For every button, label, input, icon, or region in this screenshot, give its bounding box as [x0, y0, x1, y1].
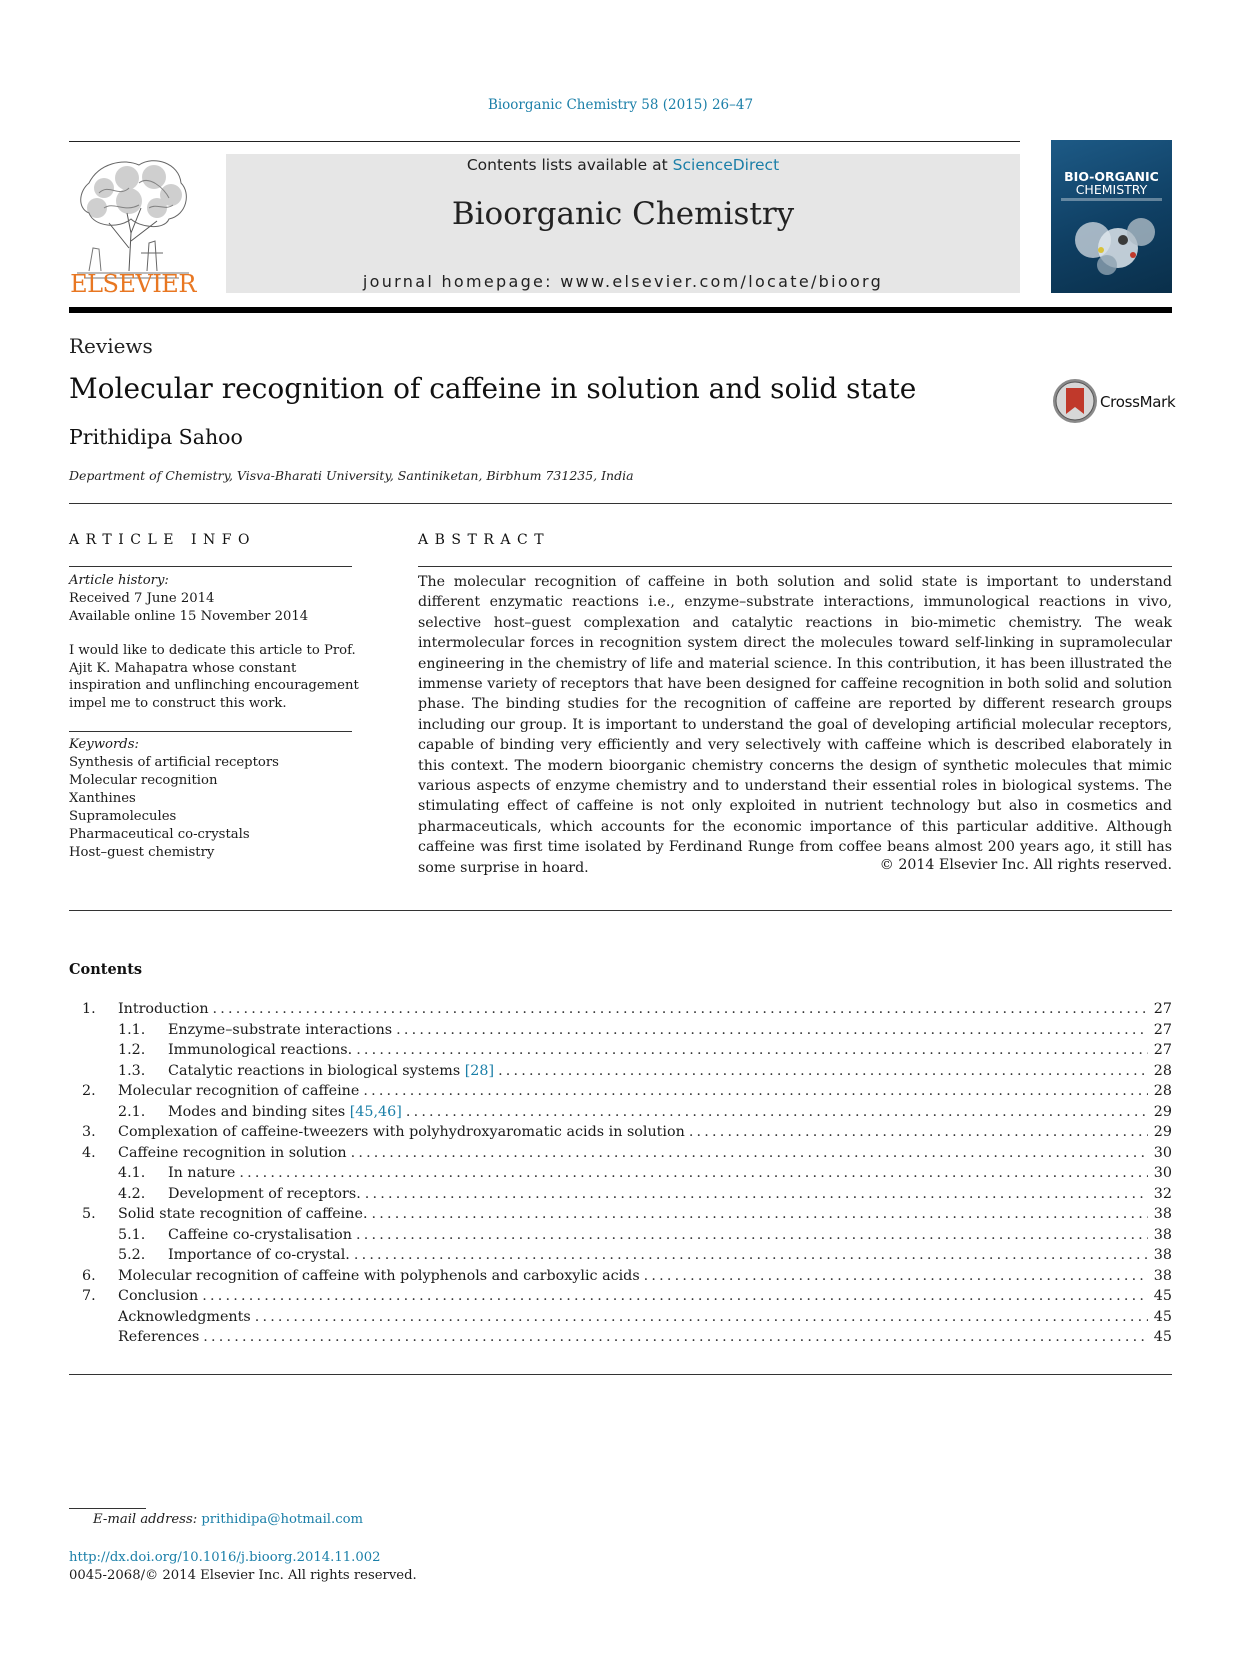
toc-entry[interactable] [69, 1165, 1172, 1186]
toc-dot-leader [239, 1165, 1148, 1181]
toc-dot-leader [351, 1145, 1148, 1161]
toc-entry-label[interactable] [69, 1329, 199, 1345]
toc-entry[interactable] [69, 1063, 1172, 1084]
toc-entry-label[interactable] [69, 1124, 685, 1140]
toc-page-number: 45 [1153, 1288, 1172, 1304]
toc-entry[interactable] [69, 1309, 1172, 1330]
footnote-rule [69, 1508, 146, 1509]
toc-citation-link[interactable]: [45,46] [349, 1103, 402, 1120]
section-label: Reviews [69, 334, 153, 358]
email-footnote [93, 1512, 363, 1527]
toc-page-number: 30 [1153, 1144, 1172, 1161]
journal-reference-link[interactable]: Bioorganic Chemistry 58 (2015) 26–47 [487, 97, 754, 113]
toc-entry-number: 7. [82, 1288, 96, 1304]
toc-dot-leader [644, 1268, 1148, 1284]
toc-entry-label[interactable] [69, 1206, 368, 1222]
toc-entry-number: 5.2. [118, 1247, 146, 1263]
header-thick-rule [69, 307, 1172, 313]
cover-title-line1: BIO-ORGANIC [1064, 169, 1159, 184]
toc-dot-leader [255, 1309, 1148, 1325]
toc-page-number: 27 [1153, 1021, 1172, 1038]
toc-page-number: 38 [1153, 1226, 1172, 1243]
article-title: Molecular recognition of caffeine in solution and solid state [69, 372, 917, 405]
toc-entry-number: 1.1. [118, 1021, 146, 1038]
keyword-item: Pharmaceutical co-crystals [69, 827, 250, 842]
toc-page-number: 45 [1153, 1329, 1172, 1345]
toc-page-number: 29 [1153, 1124, 1172, 1140]
toc-entry[interactable] [69, 1268, 1172, 1289]
toc-entry-title: Importance of co-crystal. [168, 1247, 350, 1263]
toc-dot-leader [406, 1104, 1148, 1120]
crossmark-label[interactable]: CrossMark [1100, 393, 1176, 411]
toc-entry-title: Caffeine recognition in solution [118, 1144, 347, 1161]
toc-entry-title: In nature [168, 1165, 236, 1181]
article-history-label: Article history: [69, 573, 169, 588]
toc-entry-number: 5.1. [118, 1226, 146, 1243]
toc-dot-leader [365, 1186, 1148, 1202]
toc-dot-leader [203, 1329, 1148, 1345]
toc-entry[interactable] [69, 1104, 1172, 1125]
table-of-contents [69, 1001, 1172, 1350]
toc-entry-title: Immunological reactions. [168, 1042, 353, 1058]
cover-title-line2: CHEMISTRY [1075, 182, 1148, 197]
email-link[interactable]: prithidipa@hotmail.com [201, 1512, 364, 1527]
toc-page-number: 38 [1153, 1247, 1172, 1263]
toc-entry-title: Conclusion [118, 1288, 199, 1304]
toc-page-number: 38 [1153, 1206, 1172, 1222]
toc-page-number: 38 [1153, 1267, 1172, 1284]
journal-title: Bioorganic Chemistry [451, 196, 795, 232]
abstract-copyright: © 2014 Elsevier Inc. All rights reserved. [879, 857, 1172, 873]
toc-entry-title: Acknowledgments [118, 1308, 251, 1325]
toc-entry[interactable] [69, 1001, 1172, 1022]
received-date: Received 7 June 2014 [69, 591, 215, 606]
toc-dot-leader [356, 1042, 1148, 1058]
article-info-rule [69, 566, 352, 567]
cover-subtitle-bar [1061, 198, 1162, 201]
toc-entry-label[interactable] [69, 1186, 361, 1202]
toc-entry-number: 3. [82, 1124, 96, 1140]
toc-entry-label[interactable] [69, 1145, 347, 1161]
available-online-date: Available online 15 November 2014 [69, 609, 309, 624]
toc-entry-label[interactable] [69, 1268, 640, 1284]
cover-molecule-graphic [1063, 210, 1163, 280]
toc-entry-number: 4. [82, 1144, 96, 1161]
toc-entry-number: 2.1. [118, 1103, 146, 1120]
toc-page-number: 27 [1153, 1042, 1172, 1058]
abstract-text: The molecular recognition of caffeine in both solution and solid state is important to understand different enzymatic reactions i.e., enzyme–substrate interactions, immunological reactions in vivo, selective host–guest complexation and catalytic reactions in bio-mimetic chemistry. The weak intermolecular forces in recognition system direct the molecules toward self-linking in supramolecular engineering in the chemistry of life and material science. In this contribution, it has been illustrated the immense variety of receptors that have been designed for caffeine recognition in both solid and solution phase. The binding studies for the recognition of caffeine are reported by different research groups including our group. It is important to understand the goal of developing artificial molecular receptors, capable of binding very efficiently and very selectively with caffeine which is described elaborately in this context. The modern bioorganic chemistry concerns the design of synthetic molecules that mimic various aspects of enzyme chemistry and to understand their essential roles in biological systems. The stimulating effect of caffeine is not only exploited in nutrient technology but also in cosmetics and pharmaceuticals, which accounts for the economic importance of this particular additive. Although caffeine was first time isolated by Ferdinand Runge from coffee beans almost 200 years ago, it still has some surprise in hoard. [418, 574, 1172, 876]
toc-dot-leader [363, 1083, 1148, 1099]
toc-entry-title: Enzyme–substrate interactions [168, 1021, 393, 1038]
toc-entry-title: Catalytic reactions in biological systems [168, 1062, 465, 1079]
contents-available-text: Contents lists available at [466, 156, 673, 174]
toc-entry-number: 1.3. [118, 1062, 146, 1079]
toc-entry-title: Modes and binding sites [168, 1103, 350, 1120]
rule-after-abstract [69, 910, 1172, 911]
toc-entry-number: 4.2. [118, 1185, 146, 1202]
toc-entry-title: Solid state recognition of caffeine. [118, 1206, 368, 1222]
abstract-heading: ABSTRACT [418, 532, 551, 548]
toc-entry-title: Molecular recognition of caffeine [118, 1083, 360, 1099]
toc-page-number: 29 [1153, 1103, 1172, 1120]
toc-page-number: 28 [1153, 1083, 1172, 1099]
rule-after-contents [69, 1374, 1172, 1375]
toc-entry-number: 5. [82, 1206, 96, 1222]
toc-page-number: 32 [1153, 1185, 1172, 1202]
abstract-rule [418, 566, 1172, 567]
keywords-list [69, 754, 279, 862]
toc-entry-label[interactable] [69, 1247, 350, 1263]
toc-entry[interactable] [69, 1329, 1172, 1350]
elsevier-wordmark: ELSEVIER [70, 270, 196, 298]
crossmark-icon[interactable] [1052, 378, 1098, 424]
keyword-item: Molecular recognition [69, 773, 218, 788]
author-name[interactable]: Prithidipa Sahoo [69, 425, 243, 449]
toc-entry-title: Caffeine co-crystalisation [168, 1226, 352, 1243]
keywords-rule [69, 731, 352, 732]
toc-entry-number: 4.1. [118, 1165, 146, 1181]
toc-entry-label[interactable] [69, 1083, 359, 1099]
toc-page-number: 30 [1153, 1165, 1172, 1181]
toc-dot-leader [372, 1206, 1149, 1222]
author-affiliation: Department of Chemistry, Visva-Bharati University, Santiniketan, Birbhum 731235, India [69, 468, 634, 483]
toc-entry[interactable] [69, 1227, 1172, 1248]
toc-entry[interactable] [69, 1288, 1172, 1309]
journal-cover-image [1051, 140, 1172, 293]
toc-page-number: 45 [1153, 1308, 1172, 1325]
toc-entry-title: Molecular recognition of caffeine with polyphenols and carboxylic acids [118, 1267, 640, 1284]
toc-entry-number: 1. [82, 1001, 96, 1017]
keywords-label: Keywords: [69, 737, 139, 752]
toc-entry[interactable] [69, 1145, 1172, 1166]
toc-entry[interactable] [69, 1083, 1172, 1104]
toc-page-number: 28 [1153, 1062, 1172, 1079]
keyword-item: Host–guest chemistry [69, 845, 215, 860]
toc-entry-number: 2. [82, 1083, 96, 1099]
keyword-item: Synthesis of artificial receptors [69, 755, 279, 770]
toc-entry-title: Development of receptors. [168, 1185, 361, 1202]
email-label: E-mail address: [93, 1512, 198, 1527]
toc-dot-leader [498, 1063, 1148, 1079]
toc-entry[interactable] [69, 1022, 1172, 1043]
cover-title [1051, 170, 1172, 196]
toc-entry[interactable] [69, 1206, 1172, 1227]
toc-entry[interactable] [69, 1247, 1172, 1268]
sciencedirect-link[interactable]: ScienceDirect [672, 156, 780, 174]
top-rule [69, 141, 1020, 142]
toc-entry-label[interactable] [69, 1309, 251, 1325]
doi-link[interactable]: http://dx.doi.org/10.1016/j.bioorg.2014.11.002 [69, 1550, 381, 1565]
toc-entry-label[interactable] [69, 1042, 352, 1058]
toc-dot-leader [396, 1022, 1148, 1038]
toc-dot-leader [356, 1227, 1148, 1243]
rule-after-affiliation [69, 503, 1172, 504]
toc-dot-leader [354, 1247, 1148, 1263]
toc-citation-link[interactable]: [28] [464, 1062, 495, 1079]
contents-heading: Contents [69, 961, 143, 978]
toc-entry[interactable] [69, 1186, 1172, 1207]
toc-entry[interactable] [69, 1124, 1172, 1145]
journal-homepage[interactable]: journal homepage: www.elsevier.com/locate/bioorg [362, 272, 884, 291]
keyword-item: Supramolecules [69, 809, 177, 824]
article-info-heading: ARTICLE INFO [69, 532, 256, 548]
dedication-note: I would like to dedicate this article to Prof. Ajit K. Mahapatra whose constant inspiration and unflinching encouragement impel me to construct this work. [69, 643, 359, 711]
toc-entry-title: References [118, 1329, 200, 1345]
keyword-item: Xanthines [69, 791, 136, 806]
toc-entry-label[interactable] [69, 1227, 352, 1243]
toc-entry-label[interactable] [69, 1165, 235, 1181]
toc-entry-title: Complexation of caffeine-tweezers with polyhydroxyaromatic acids in solution [118, 1124, 685, 1140]
contents-available-line [226, 156, 1020, 174]
toc-entry-title: Introduction [118, 1001, 209, 1017]
toc-page-number: 27 [1153, 1001, 1172, 1017]
toc-dot-leader [202, 1288, 1148, 1304]
issn-copyright: 0045-2068/© 2014 Elsevier Inc. All rights reserved. [69, 1568, 417, 1583]
toc-entry-number: 6. [82, 1267, 96, 1284]
toc-entry-number: 1.2. [118, 1042, 146, 1058]
toc-entry[interactable] [69, 1042, 1172, 1063]
toc-dot-leader [213, 1001, 1148, 1017]
toc-dot-leader [689, 1124, 1148, 1140]
